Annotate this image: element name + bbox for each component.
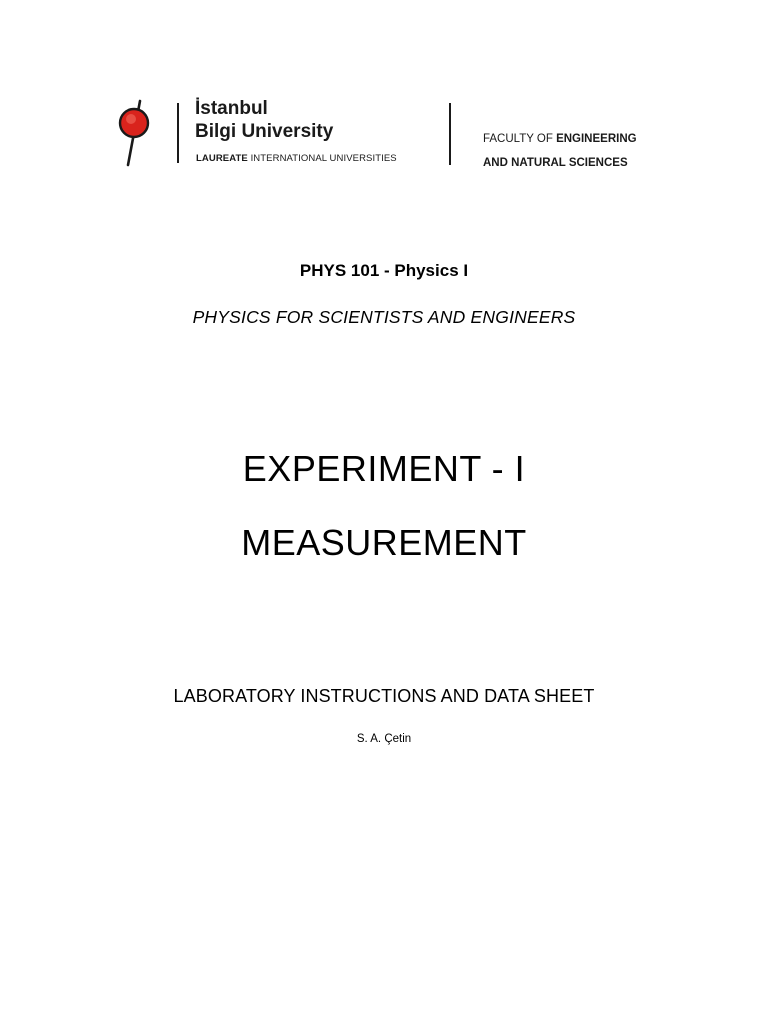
faculty-natural-sciences: AND NATURAL SCIENCES bbox=[483, 157, 628, 169]
laureate-bold: LAUREATE bbox=[196, 153, 248, 164]
bilgi-logo-icon bbox=[114, 97, 162, 169]
course-subtitle: PHYSICS FOR SCIENTISTS AND ENGINEERS bbox=[192, 307, 576, 327]
university-name bbox=[195, 97, 333, 143]
author-name: S. A. Çetin bbox=[356, 733, 412, 745]
faculty-name bbox=[483, 127, 637, 175]
laureate-tagline bbox=[196, 153, 397, 164]
experiment-title: MEASUREMENT bbox=[241, 522, 527, 563]
experiment-number: EXPERIMENT - I bbox=[242, 448, 526, 489]
university-name-line2: Bilgi University bbox=[195, 121, 334, 142]
faculty-line2 bbox=[483, 151, 637, 175]
university-name-line1: İstanbul bbox=[195, 98, 268, 119]
course-title: PHYS 101 - Physics I bbox=[299, 261, 469, 280]
faculty-engineering: ENGINEERING bbox=[556, 133, 637, 145]
logo-divider bbox=[177, 103, 179, 163]
laureate-rest: INTERNATIONAL UNIVERSITIES bbox=[247, 153, 397, 164]
faculty-prefix: FACULTY OF bbox=[483, 133, 557, 145]
faculty-divider bbox=[449, 103, 451, 165]
document-type: LABORATORY INSTRUCTIONS AND DATA SHEET bbox=[173, 686, 595, 706]
faculty-line1 bbox=[483, 127, 637, 151]
